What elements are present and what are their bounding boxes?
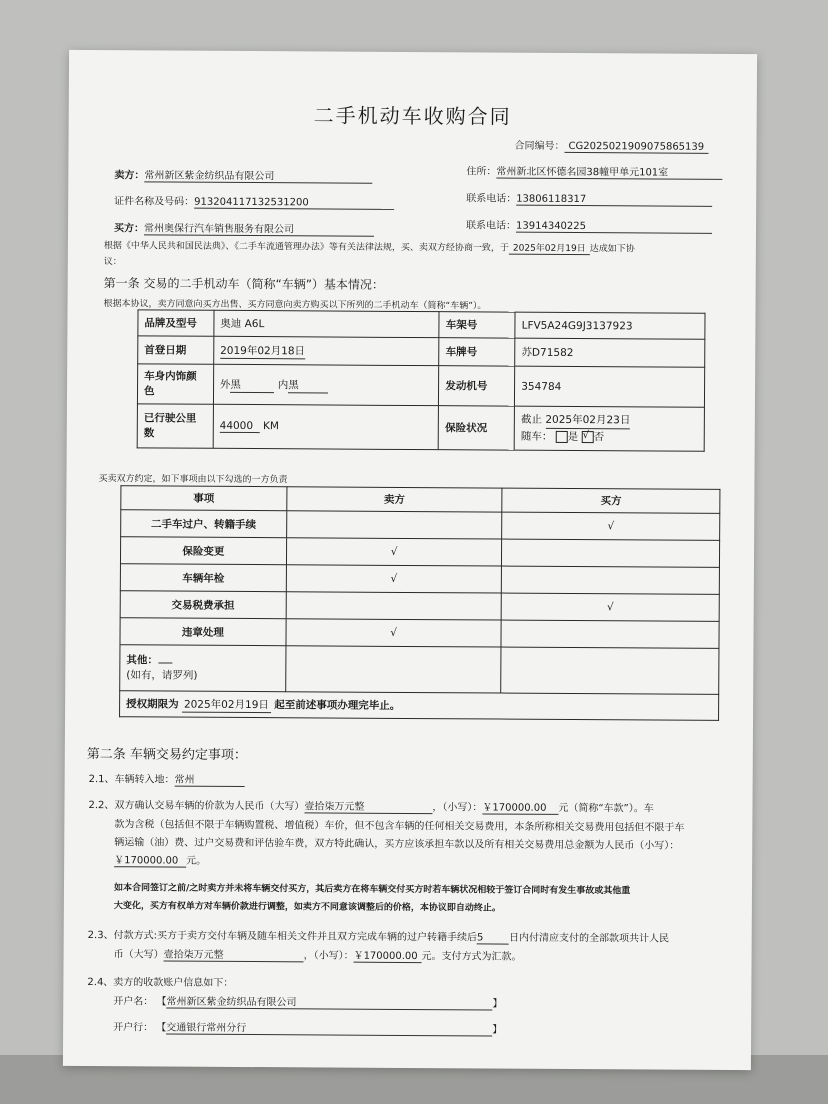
duty-other-hint: (如有，请罗列) [126,668,198,682]
duty-header-item: 事项 [121,486,287,511]
interior-color: 黑 [288,377,328,393]
duty-item: 交易税费承担 [120,591,286,619]
duty-header-seller: 卖方 [287,487,503,512]
duty-seller-mark[interactable]: √ [286,538,502,566]
buyer-name: 常州奥保行汽车销售服务有限公司 [144,219,374,236]
clause-2-3-text-mid: ，（小写）： [303,950,354,962]
yes-label: 是 [567,430,579,444]
deadline-date: 2025年02月19日 [182,696,271,713]
price-lowercase: ￥170000.00 [482,798,558,814]
account-name-label: 开户名： [113,996,154,1008]
total-amount: ￥170000.00 [114,851,186,867]
color-label: 车身内饰颜色 [137,364,213,404]
seller-phone-row [466,189,712,207]
document-title: 二手机动车收购合同 [313,103,512,129]
plate-value: 苏D71582 [515,338,705,367]
insurance-until-label: 截止 [521,413,543,426]
duty-other-cell [120,645,286,692]
yes-checkbox[interactable] [556,431,568,443]
address: 常州新北区怀德名园38幢甲单元101室 [496,163,722,180]
intro-text-continued: 议： [103,257,122,268]
mileage-value: 44000 [220,420,260,433]
seller-phone-label: 联系电话： [466,193,517,205]
deadline-cell [120,691,719,721]
mileage-cell [213,404,439,449]
duty-item: 车辆年检 [120,564,286,592]
vin-value: LFV5A24G9J3137923 [515,312,705,339]
interior-label: 内 [277,378,289,391]
bracket-close: 】 [492,998,503,1010]
duty-item: 二手车过户、转籍手续 [121,510,287,538]
intro-line [104,238,635,255]
no-checkbox-tick: √ [582,430,590,442]
seller-row [114,166,372,184]
duty-item: 保险变更 [120,537,286,565]
article-1-title: 第一条 交易的二手机动车（简称“车辆”）基本情况： [103,276,384,292]
address-label: 住所： [466,166,497,178]
seller-phone: 13806118317 [516,194,712,207]
bracket-close: 】 [492,1024,503,1036]
vin-label: 车架号 [439,312,515,338]
buyer-row [114,219,374,237]
clause-2-1 [89,770,245,787]
vehicle-info-table [137,309,706,451]
deadline-label: 授权期限为 [126,697,179,711]
article-1-description: 根据本协议，卖方同意向买方出售、买方同意向卖方购买以下所列的二手机动车（简称“车辆”）。 [103,299,487,312]
seller-label: 卖方： [114,170,145,182]
brand-value: 奥迪 A6L [214,310,440,337]
duty-header-buyer: 买方 [502,488,720,513]
table-row [120,645,719,695]
brand-label: 品牌及型号 [138,310,214,336]
clause-2-4-title: 2.4、卖方的收款账户信息如下： [87,977,234,989]
mileage-unit: KM [262,420,279,433]
registration-date-cell [214,336,440,365]
contract-number-row [514,137,708,154]
duty-seller-mark[interactable]: √ [286,565,502,593]
clause-2-2-line3: 辆运输（油）费、过户交易费和评估验车费，双方特此确认，买方应该承担车款以及所有相关交易费用总金额为人民币（小写）： [114,837,680,852]
insurance-cell [514,406,704,451]
duty-buyer-mark[interactable]: √ [501,593,719,621]
duty-item: 违章处理 [120,618,286,646]
duty-table [119,485,720,721]
duty-intro-text: 买卖双方约定，如下事项由以下勾选的一方负责 [98,474,288,486]
registration-date-label: 首登日期 [138,336,214,364]
seller-name: 常州新区紫金纺织品有限公司 [144,166,372,183]
bank-row [113,1018,502,1036]
no-checkbox[interactable] [582,431,594,443]
registration-date: 2019年02月18日 [220,344,306,357]
account-name-row [113,992,502,1010]
no-label: 否 [593,431,605,444]
clause-2-1-value: 常州 [175,771,245,787]
article-2-title: 第二条 车辆交易约定事项： [86,747,247,764]
table-row [120,537,719,568]
buyer-label: 买方： [113,223,145,235]
duty-other-blank[interactable] [158,662,172,663]
table-row [121,510,720,541]
adjustment-clause-line2: 大变化，买方有权单方对车辆价款进行调整，如卖方不同意该调整后的价格，本协议即自动终止。 [113,901,501,914]
duty-other-buyer[interactable] [501,647,719,694]
contract-page [63,50,757,1070]
certificate-row [114,192,394,210]
duty-buyer-mark[interactable] [502,566,720,594]
duty-buyer-mark[interactable]: √ [502,512,720,540]
bank-name: 交通银行常州分行 [166,1019,492,1037]
intro-text: 根据《中华人民共和国民法典》、《二手车流通管理办法》等有关法律法规，买、卖双方经协商一致，于 [103,241,509,254]
plate-label: 车牌号 [439,338,515,366]
clause-2-1-label: 2.1、车辆转入地： [88,774,175,786]
duty-buyer-mark[interactable] [502,539,720,567]
clause-2-3-text-end: 日内付清应支付的全部款项共计人民 [508,932,670,945]
clause-2-2-text-end: 元（简称“车款”）。车 [558,802,654,815]
duty-other-label: 其他： [126,653,158,666]
clause-2-2-text: 2.2、双方确认交易车辆的价款为人民币（大写） [88,800,305,813]
clause-2-2-line1 [88,796,653,815]
payment-uppercase: 壹拾柒万元整 [164,946,304,963]
engine-value: 354784 [515,366,705,407]
clause-2-2-text-mid: ，（小写）： [432,802,483,814]
bracket-open: 【 [156,996,167,1008]
duty-seller-mark[interactable] [286,592,502,620]
intro-text-end: 达成如下协 [589,244,635,255]
clause-2-2-line4 [114,851,206,868]
deadline-suffix: 起至前述事项办理完毕止。 [274,698,401,712]
duty-other-seller[interactable] [285,646,501,693]
certificate-number: 913204117132531200 [194,197,394,210]
total-amount-unit: 元。 [186,855,207,867]
insurance-until-date: 2025年02月23日 [545,412,630,430]
account-name: 常州新区紫金纺织品有限公司 [166,993,492,1011]
duty-intro [98,471,287,485]
table-row [120,564,719,595]
exterior-color: 黑 [230,376,274,392]
bank-label: 开户行： [113,1022,154,1034]
engine-label: 发动机号 [439,366,515,406]
bracket-open: 【 [156,1022,167,1034]
buyer-phone: 13914340225 [516,221,712,234]
duty-seller-mark[interactable] [286,511,502,539]
certificate-label: 证件名称及号码： [114,196,195,208]
contract-number: CG2025021909075865139 [564,141,708,154]
buyer-phone-label: 联系电话： [466,220,517,232]
duty-buyer-mark[interactable] [501,620,719,648]
insurance-label: 保险状况 [439,406,515,450]
clause-2-3-line2 [114,945,522,963]
duty-seller-mark[interactable]: √ [286,619,502,647]
clause-2-2-line2: 款为含税（包括但不限于车辆购置税、增值税）车价，但不包含车辆的任何相关交易费用，本条所称相关交易费用包括但不限于车 [114,819,685,834]
price-uppercase: 壹拾柒万元整 [304,797,432,814]
payment-lowercase: ￥170000.00 [354,947,422,963]
clause-2-3-currency: 币（大写） [113,949,164,961]
address-row [466,162,722,180]
color-cell [213,364,439,405]
payment-days: 5 [477,932,509,944]
clause-2-3-text: 2.3、付款方式:买方于卖方交付车辆及随车相关文件并且双方完成车辆的过户转籍手续后 [87,930,478,944]
intro-date: 2025年02月19日 [509,241,590,255]
table-row [120,591,719,622]
contract-number-label: 合同编号： [514,140,565,152]
mileage-label: 已行驶公里数 [137,404,213,448]
exterior-label: 外 [219,378,231,391]
buyer-phone-row [466,216,712,234]
table-row [120,618,719,649]
clause-2-3-method: 元。支付方式为汇款。 [421,951,522,963]
adjustment-clause-line1: 如本合同签订之前/之时卖方并未将车辆交付买方，其后卖方在将车辆交付买方时若车辆状况相较于签订合同时有发生事故或其他重 [113,883,631,897]
insurance-follow-label: 随车： [520,430,553,443]
clause-2-3-line1 [88,926,669,946]
